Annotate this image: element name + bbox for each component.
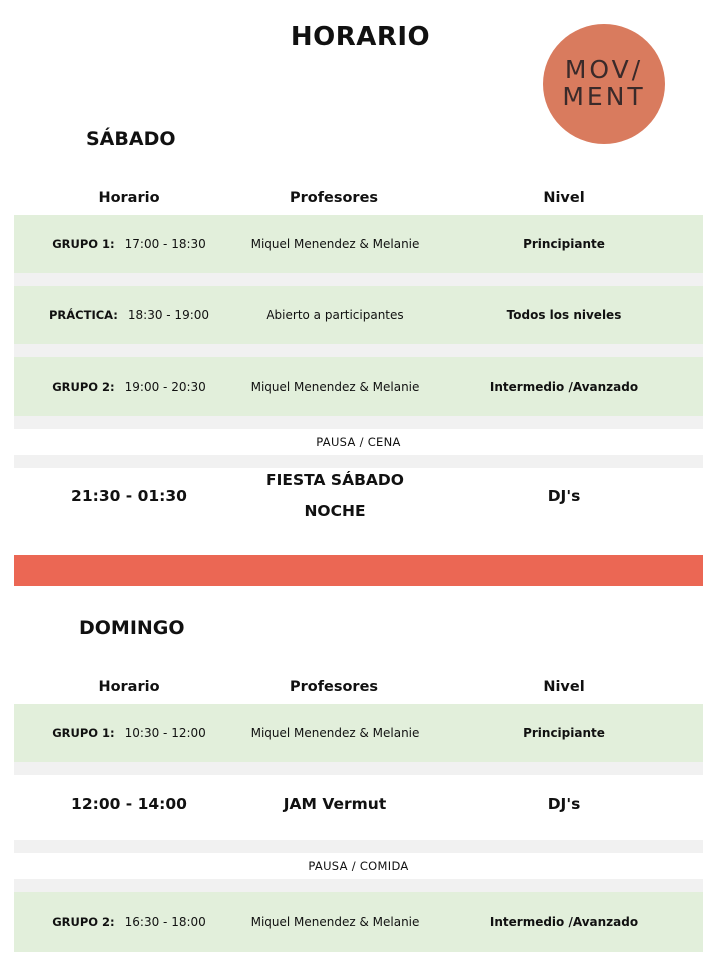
pause-text: PAUSA / COMIDA — [308, 859, 409, 873]
party-row — [14, 468, 703, 524]
table-row — [14, 892, 703, 952]
party-event-line-2: NOCHE — [304, 502, 366, 520]
time-range: 18:30 - 19:00 — [127, 308, 210, 322]
time-range: 17:00 - 18:30 — [124, 237, 206, 251]
page-title: HORARIO — [290, 22, 431, 52]
group-label: GRUPO 1: — [52, 237, 115, 251]
level: Todos los niveles — [506, 308, 622, 322]
level: Principiante — [523, 237, 605, 251]
level: Intermedio /Avanzado — [489, 915, 639, 929]
movement-logo — [543, 24, 665, 144]
group-label: PRÁCTICA: — [48, 308, 118, 322]
party-event-line-1: FIESTA SÁBADO — [266, 471, 404, 489]
jam-row — [14, 775, 703, 833]
row-spacer — [14, 879, 703, 892]
table-row — [14, 357, 703, 416]
jam-event: JAM Vermut — [283, 795, 387, 813]
row-spacer — [14, 840, 703, 853]
sunday-title: DOMINGO — [79, 617, 185, 639]
logo-line-1: MOV/ — [564, 55, 644, 84]
time-range: 10:30 - 12:00 — [124, 726, 206, 740]
table-row — [14, 215, 703, 273]
section-divider — [14, 555, 703, 586]
party-event — [219, 468, 451, 524]
group-label: GRUPO 1: — [52, 726, 115, 740]
group-label: GRUPO 2: — [52, 915, 115, 929]
pause-text: PAUSA / CENA — [316, 435, 401, 449]
saturday-title: SÁBADO — [86, 128, 176, 150]
header-profesores: Profesores — [289, 190, 379, 206]
teacher: Miquel Menendez & Melanie — [250, 915, 420, 929]
pause-row — [14, 853, 703, 879]
row-spacer — [14, 762, 703, 775]
pause-row — [14, 429, 703, 455]
jam-time: 12:00 - 14:00 — [71, 795, 187, 813]
header-horario: Horario — [98, 679, 160, 695]
row-spacer — [14, 273, 703, 286]
header-horario: Horario — [98, 190, 160, 206]
logo-line-2: MENT — [562, 82, 646, 111]
teacher: Miquel Menendez & Melanie — [250, 237, 420, 251]
time-range: 19:00 - 20:30 — [124, 379, 206, 394]
teacher: Abierto a participantes — [266, 308, 404, 322]
party-dj: DJ's — [547, 487, 581, 505]
level: Principiante — [523, 726, 605, 740]
jam-dj: DJ's — [547, 795, 581, 813]
teacher: Miquel Menendez & Melanie — [250, 726, 420, 740]
header-nivel: Nivel — [543, 679, 585, 695]
group-label: GRUPO 2: — [52, 379, 115, 394]
row-spacer — [14, 416, 703, 429]
header-nivel: Nivel — [543, 190, 585, 206]
party-time: 21:30 - 01:30 — [71, 487, 187, 505]
table-row — [14, 286, 703, 344]
header-profesores: Profesores — [289, 679, 379, 695]
time-range: 16:30 - 18:00 — [124, 915, 206, 929]
level: Intermedio /Avanzado — [489, 379, 639, 394]
table-row — [14, 704, 703, 762]
row-spacer — [14, 344, 703, 357]
teacher: Miquel Menendez & Melanie — [250, 379, 420, 394]
